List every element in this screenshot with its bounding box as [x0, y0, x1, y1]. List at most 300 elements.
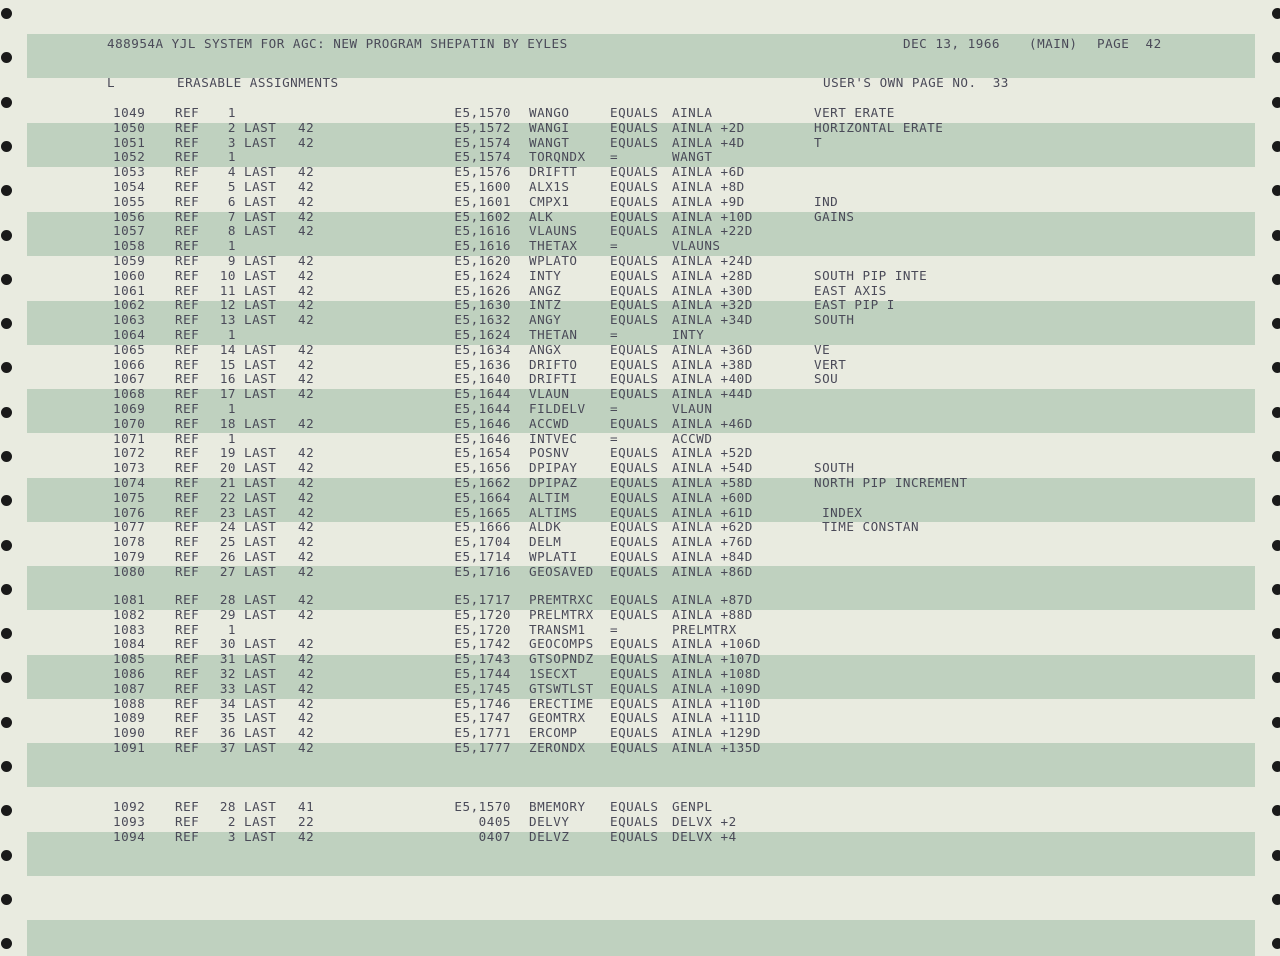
symbol-value: DELVX +2 [672, 813, 737, 829]
address: E5,1570 [454, 799, 511, 814]
last-label: LAST [244, 519, 277, 535]
last-page: 42 [298, 134, 315, 150]
symbol-name: TRANSM1 [529, 621, 586, 637]
symbol-value: AINLA +4D [672, 134, 745, 150]
symbol-value: AINLA [672, 105, 713, 120]
symbol-value: AINLA +129D [672, 725, 761, 741]
last-label: LAST [244, 475, 277, 490]
address: E5,1620 [454, 253, 511, 268]
table-row [0, 164, 1280, 179]
line-number: 1063 [113, 312, 146, 328]
table-row [0, 696, 1280, 711]
ref-count: 31 [219, 651, 236, 667]
last-label: LAST [244, 710, 277, 726]
equals-op: EQUALS [610, 695, 659, 711]
equals-op: EQUALS [610, 179, 659, 194]
last-page: 42 [298, 725, 315, 741]
last-page: 42 [298, 267, 315, 283]
symbol-value: AINLA +106D [672, 636, 761, 652]
equals-op: EQUALS [610, 563, 659, 579]
symbol-value: AINLA +40D [672, 371, 753, 387]
address: E5,1576 [454, 164, 511, 180]
symbol-value: AINLA +44D [672, 386, 753, 402]
last-label: LAST [244, 267, 277, 283]
address: E5,1743 [454, 651, 511, 667]
address: E5,1646 [454, 430, 511, 446]
ref-label: REF [175, 813, 200, 829]
table-row [0, 534, 1280, 549]
comment: VE [814, 341, 831, 357]
address: E5,1570 [454, 105, 511, 120]
line-number: 1076 [113, 504, 146, 520]
ref-label: REF [175, 725, 200, 741]
table-row [0, 445, 1280, 460]
tractor-hole-icon [1, 8, 12, 19]
symbol-name: ZERONDX [529, 740, 586, 755]
tractor-hole-icon [1272, 761, 1280, 772]
user-page-number: USER'S OWN PAGE NO. 33 [823, 75, 1009, 90]
ref-count: 34 [219, 695, 236, 711]
symbol-value: AINLA +88D [672, 606, 753, 622]
line-number: 1071 [113, 430, 146, 446]
line-number: 1091 [113, 740, 146, 755]
table-row [0, 725, 1280, 740]
symbol-value: AINLA +54D [672, 460, 753, 476]
symbol-value: AINLA +84D [672, 549, 753, 564]
ref-count: 7 [227, 208, 236, 224]
symbol-value: AINLA +86D [672, 563, 753, 579]
symbol-value: DELVX +4 [672, 828, 737, 844]
address: E5,1742 [454, 636, 511, 652]
ref-count: 11 [219, 282, 236, 298]
symbol-name: DPIPAZ [529, 475, 578, 490]
symbol-value: AINLA +76D [672, 534, 753, 550]
address: E5,1640 [454, 371, 511, 387]
address: E5,1664 [454, 489, 511, 505]
equals-op: EQUALS [610, 282, 659, 298]
ref-label: REF [175, 149, 200, 165]
ref-label: REF [175, 606, 200, 622]
symbol-value: AINLA +2D [672, 119, 745, 135]
symbol-value: AINLA +52D [672, 445, 753, 461]
print-date: DEC 13, 1966 [903, 36, 1000, 51]
ref-label: REF [175, 119, 200, 135]
ref-label: REF [175, 695, 200, 711]
ref-label: REF [175, 549, 200, 564]
last-page: 42 [298, 475, 315, 490]
last-page: 42 [298, 223, 315, 239]
table-row [0, 519, 1280, 534]
tractor-hole-icon [1272, 8, 1280, 19]
section-title: ERASABLE ASSIGNMENTS [177, 75, 339, 90]
last-page: 42 [298, 371, 315, 387]
line-number: 1058 [113, 238, 146, 254]
tractor-hole-icon [1272, 894, 1280, 905]
address: E5,1714 [454, 549, 511, 564]
last-label: LAST [244, 725, 277, 741]
last-page: 42 [298, 386, 315, 402]
table-row [0, 179, 1280, 194]
equals-op: EQUALS [610, 460, 659, 476]
ref-count: 1 [227, 149, 236, 165]
comment: IND [814, 193, 839, 209]
symbol-value: AINLA +111D [672, 710, 761, 726]
ref-label: REF [175, 371, 200, 387]
symbol-value: PRELMTRX [672, 621, 737, 637]
ref-count: 6 [227, 193, 236, 209]
table-row [0, 740, 1280, 755]
symbol-value: AINLA +9D [672, 193, 745, 209]
equals-op: = [610, 238, 619, 254]
ref-label: REF [175, 504, 200, 520]
symbol-value: AINLA +38D [672, 356, 753, 372]
last-page: 42 [298, 179, 315, 194]
table-row [0, 681, 1280, 696]
ref-count: 12 [219, 297, 236, 313]
equals-op: EQUALS [610, 606, 659, 622]
last-page: 42 [298, 651, 315, 667]
symbol-name: WPLATO [529, 253, 578, 268]
ref-count: 1 [227, 401, 236, 416]
table-row [0, 549, 1280, 564]
table-row [0, 327, 1280, 342]
ref-count: 22 [219, 489, 236, 505]
ref-label: REF [175, 386, 200, 402]
address: E5,1662 [454, 475, 511, 490]
symbol-name: DPIPAY [529, 460, 578, 476]
ref-label: REF [175, 253, 200, 268]
symbol-value: AINLA +6D [672, 164, 745, 180]
table-row [0, 120, 1280, 135]
line-number: 1081 [113, 592, 146, 607]
last-label: LAST [244, 651, 277, 667]
ref-count: 19 [219, 445, 236, 461]
ref-count: 13 [219, 312, 236, 328]
last-label: LAST [244, 312, 277, 328]
table-row [0, 607, 1280, 622]
table-row [0, 105, 1280, 120]
last-page: 42 [298, 563, 315, 579]
symbol-name: GEOSAVED [529, 563, 594, 579]
last-label: LAST [244, 297, 277, 313]
last-label: LAST [244, 828, 277, 844]
symbol-value: GENPL [672, 799, 713, 814]
line-number: 1053 [113, 164, 146, 180]
comment: SOUTH PIP INTE [814, 267, 928, 283]
equals-op: EQUALS [610, 193, 659, 209]
ref-count: 24 [219, 519, 236, 535]
symbol-name: TORQNDX [529, 149, 586, 165]
last-page: 42 [298, 253, 315, 268]
table-row [0, 431, 1280, 446]
last-page: 42 [298, 282, 315, 298]
last-label: LAST [244, 636, 277, 652]
line-number: 1060 [113, 267, 146, 283]
symbol-name: WANGO [529, 105, 570, 120]
equals-op: EQUALS [610, 119, 659, 135]
ref-count: 9 [227, 253, 236, 268]
symbol-name: THETAX [529, 238, 578, 254]
ref-count: 1 [227, 327, 236, 342]
ref-label: REF [175, 356, 200, 372]
address: E5,1572 [454, 119, 511, 135]
symbol-name: DRIFTO [529, 356, 578, 372]
line-number: 1089 [113, 710, 146, 726]
last-label: LAST [244, 415, 277, 431]
symbol-value: AINLA +110D [672, 695, 761, 711]
table-row [0, 636, 1280, 651]
address: E5,1616 [454, 223, 511, 239]
ref-label: REF [175, 282, 200, 298]
last-page: 42 [298, 445, 315, 461]
symbol-name: DELVY [529, 813, 570, 829]
last-label: LAST [244, 563, 277, 579]
symbol-name: VLAUN [529, 386, 570, 402]
line-number: 1079 [113, 549, 146, 564]
line-number: 1077 [113, 519, 146, 535]
symbol-value: VLAUNS [672, 238, 721, 254]
table-row [0, 386, 1280, 401]
ref-label: REF [175, 401, 200, 416]
equals-op: EQUALS [610, 651, 659, 667]
job-header: 488954A YJL SYSTEM FOR AGC: NEW PROGRAM SHEPATIN BY EYLES [107, 36, 568, 51]
tractor-hole-icon [1272, 52, 1280, 63]
line-number: 1054 [113, 179, 146, 194]
table-row [0, 283, 1280, 298]
address: E5,1656 [454, 460, 511, 476]
ref-count: 25 [219, 534, 236, 550]
main-marker: (MAIN) [1029, 36, 1078, 51]
ref-label: REF [175, 460, 200, 476]
table-row [0, 268, 1280, 283]
address: E5,1646 [454, 415, 511, 431]
last-page: 42 [298, 680, 315, 696]
ref-count: 10 [219, 267, 236, 283]
equals-op: EQUALS [610, 445, 659, 461]
equals-op: EQUALS [610, 592, 659, 607]
symbol-name: PRELMTRX [529, 606, 594, 622]
equals-op: = [610, 621, 619, 637]
last-label: LAST [244, 606, 277, 622]
equals-op: EQUALS [610, 534, 659, 550]
equals-op: EQUALS [610, 666, 659, 681]
equals-op: = [610, 327, 619, 342]
symbol-name: ALTIMS [529, 504, 578, 520]
address: E5,1644 [454, 386, 511, 402]
ref-label: REF [175, 651, 200, 667]
comment: NORTH PIP INCREMENT [814, 475, 968, 490]
equals-op: EQUALS [610, 341, 659, 357]
symbol-name: BMEMORY [529, 799, 586, 814]
table-row [0, 194, 1280, 209]
table-row [0, 342, 1280, 357]
tractor-hole-icon [1, 894, 12, 905]
ref-label: REF [175, 445, 200, 461]
ref-count: 1 [227, 238, 236, 254]
line-number: 1061 [113, 282, 146, 298]
ref-count: 1 [227, 621, 236, 637]
ref-count: 1 [227, 430, 236, 446]
ref-label: REF [175, 179, 200, 194]
symbol-name: WANGI [529, 119, 570, 135]
symbol-value: ACCWD [672, 430, 713, 446]
equals-op: EQUALS [610, 356, 659, 372]
line-number: 1088 [113, 695, 146, 711]
ref-label: REF [175, 223, 200, 239]
address: E5,1771 [454, 725, 511, 741]
equals-op: EQUALS [610, 519, 659, 535]
ref-count: 16 [219, 371, 236, 387]
last-page: 42 [298, 710, 315, 726]
address: E5,1601 [454, 193, 511, 209]
symbol-value: AINLA +135D [672, 740, 761, 755]
address: E5,1704 [454, 534, 511, 550]
table-row [0, 622, 1280, 637]
line-number: 1068 [113, 386, 146, 402]
last-page: 42 [298, 297, 315, 313]
equals-op: EQUALS [610, 740, 659, 755]
last-label: LAST [244, 253, 277, 268]
equals-op: = [610, 401, 619, 416]
table-row [0, 651, 1280, 666]
table-row [0, 312, 1280, 327]
ref-label: REF [175, 208, 200, 224]
line-number: 1090 [113, 725, 146, 741]
symbol-name: ACCWD [529, 415, 570, 431]
last-page: 42 [298, 740, 315, 755]
line-number: 1049 [113, 105, 146, 120]
ref-label: REF [175, 680, 200, 696]
symbol-value: AINLA +109D [672, 680, 761, 696]
equals-op: EQUALS [610, 134, 659, 150]
ref-count: 35 [219, 710, 236, 726]
ref-label: REF [175, 134, 200, 150]
tractor-hole-icon [1, 761, 12, 772]
symbol-name: FILDELV [529, 401, 586, 416]
symbol-name: 1SECXT [529, 666, 578, 681]
ref-label: REF [175, 105, 200, 120]
last-label: LAST [244, 223, 277, 239]
table-row [0, 475, 1280, 490]
ref-count: 20 [219, 460, 236, 476]
ref-count: 14 [219, 341, 236, 357]
ref-label: REF [175, 666, 200, 681]
symbol-value: AINLA +34D [672, 312, 753, 328]
table-row [0, 490, 1280, 505]
ref-count: 33 [219, 680, 236, 696]
table-row [0, 223, 1280, 238]
address: E5,1624 [454, 327, 511, 342]
symbol-name: POSNV [529, 445, 570, 461]
address: E5,1746 [454, 695, 511, 711]
address: E5,1574 [454, 134, 511, 150]
address: E5,1600 [454, 179, 511, 194]
last-page: 42 [298, 312, 315, 328]
equals-op: EQUALS [610, 297, 659, 313]
comment: VERT ERATE [814, 105, 895, 120]
symbol-value: AINLA +87D [672, 592, 753, 607]
symbol-value: AINLA +46D [672, 415, 753, 431]
ref-count: 32 [219, 666, 236, 681]
table-row [0, 253, 1280, 268]
ref-label: REF [175, 267, 200, 283]
line-number: 1065 [113, 341, 146, 357]
line-number: 1059 [113, 253, 146, 268]
ref-label: REF [175, 489, 200, 505]
table-row [0, 149, 1280, 164]
address: E5,1624 [454, 267, 511, 283]
symbol-name: DELVZ [529, 828, 570, 844]
last-label: LAST [244, 341, 277, 357]
comment: HORIZONTAL ERATE [814, 119, 944, 135]
tractor-hole-icon [1, 938, 12, 949]
equals-op: EQUALS [610, 267, 659, 283]
greenbar-band [27, 920, 1255, 956]
symbol-value: AINLA +107D [672, 651, 761, 667]
ref-label: REF [175, 636, 200, 652]
symbol-name: DRIFTT [529, 164, 578, 180]
table-row [0, 710, 1280, 725]
last-label: LAST [244, 371, 277, 387]
symbol-name: ALX1S [529, 179, 570, 194]
line-number: 1050 [113, 119, 146, 135]
last-label: LAST [244, 164, 277, 180]
ref-label: REF [175, 740, 200, 755]
ref-count: 21 [219, 475, 236, 490]
equals-op: EQUALS [610, 208, 659, 224]
symbol-value: AINLA +24D [672, 253, 753, 268]
table-row [0, 564, 1280, 579]
last-page: 22 [298, 813, 315, 829]
symbol-name: WPLATI [529, 549, 578, 564]
ref-count: 5 [227, 179, 236, 194]
section-marker: L [107, 75, 116, 90]
line-number: 1094 [113, 828, 146, 844]
symbol-name: ERCOMP [529, 725, 578, 741]
last-label: LAST [244, 179, 277, 194]
table-row [0, 371, 1280, 386]
equals-op: EQUALS [610, 223, 659, 239]
table-row [0, 238, 1280, 253]
last-page: 42 [298, 534, 315, 550]
last-label: LAST [244, 813, 277, 829]
last-label: LAST [244, 208, 277, 224]
last-page: 42 [298, 519, 315, 535]
last-page: 41 [298, 799, 315, 814]
line-number: 1085 [113, 651, 146, 667]
ref-label: REF [175, 799, 200, 814]
ref-count: 17 [219, 386, 236, 402]
symbol-name: INTVEC [529, 430, 578, 446]
table-row [0, 799, 1280, 814]
last-label: LAST [244, 134, 277, 150]
ref-count: 3 [227, 134, 236, 150]
line-number: 1073 [113, 460, 146, 476]
last-page: 42 [298, 695, 315, 711]
symbol-name: DRIFTI [529, 371, 578, 387]
symbol-name: ALTIM [529, 489, 570, 505]
equals-op: EQUALS [610, 415, 659, 431]
ref-label: REF [175, 828, 200, 844]
ref-count: 1 [227, 105, 236, 120]
last-label: LAST [244, 356, 277, 372]
ref-label: REF [175, 415, 200, 431]
symbol-value: INTY [672, 327, 705, 342]
line-number: 1078 [113, 534, 146, 550]
symbol-value: AINLA +61D [672, 504, 753, 520]
symbol-value: AINLA +108D [672, 666, 761, 681]
symbol-value: AINLA +58D [672, 475, 753, 490]
